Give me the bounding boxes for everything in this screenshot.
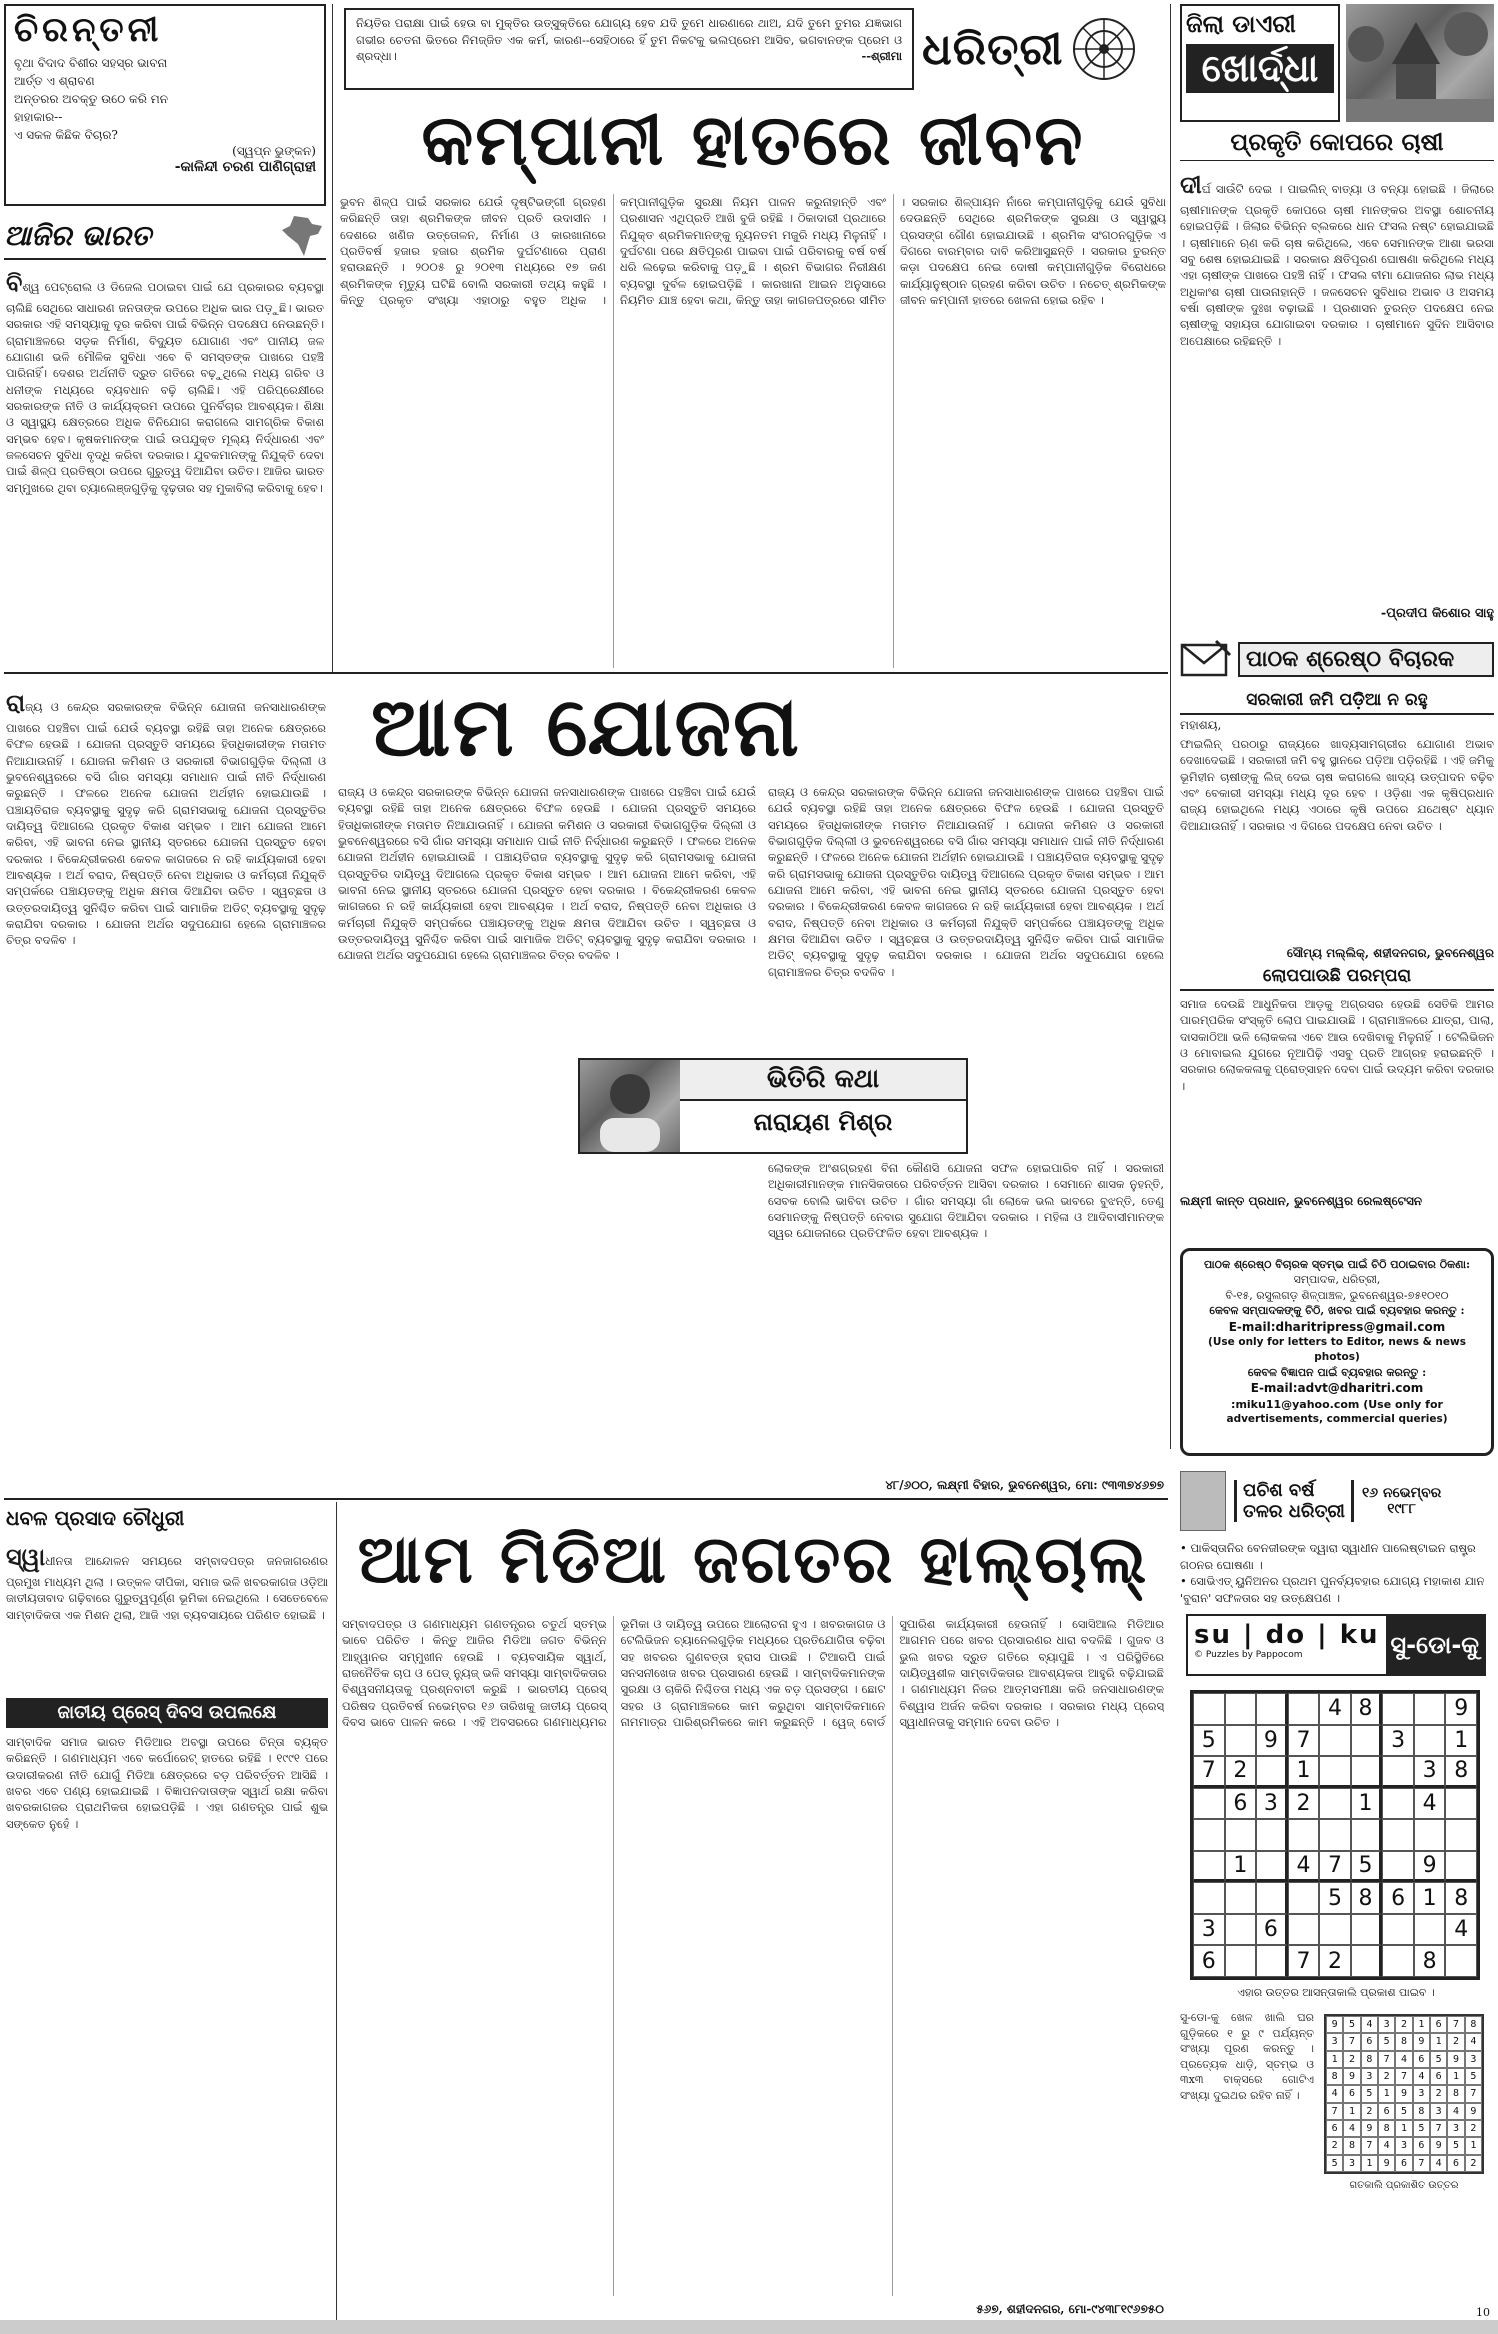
solution-cell: 9 [1430,2137,1447,2154]
solution-cell: 7 [1378,2051,1395,2068]
solution-cell: 6 [1361,2033,1378,2050]
sudoku-cell[interactable] [1319,1788,1351,1820]
solution-cell: 7 [1343,2033,1360,2050]
article2-body-lower: ଲୋକଙ୍କ ଅଂଶଗ୍ରହଣ ବିନା କୌଣସି ଯୋଜନା ସଫଳ ହୋଇପାରିବ ନାହିଁ । ସରକାରୀ ଅଧିକାରୀମାନଙ୍କ ମାନସିକତାରେ ପରିବର୍ତ୍ତନ ଆସିବା ଦରକାର । ସେମାନେ ଶାସକ ନୁହନ୍ତି, ସେବକ ବୋଲି ଭାବିବା ଉଚିତ । ଗାଁର ସମସ୍ୟା ଗାଁ ଲୋକେ ଭଲ ଭାବରେ ବୁଝନ୍ତି, ତେଣୁ ସେମାନଙ୍କୁ ନିଷ୍ପତ୍ତି ନେବାର ସୁଯୋଗ ଦିଆଯିବା ଦରକାର । ମହିଳା ଓ ଆଦିବାସୀମାନଙ୍କ ସ୍ୱର ଯୋଜନାରେ ପ୍ରତିଫଳିତ ହେବା ଆବଶ୍ୟକ । [768,1161,1164,1241]
sudoku-cell[interactable]: 8 [1445,1756,1477,1788]
sudoku-cell[interactable] [1414,1693,1446,1725]
pathak-label: ପାଠକ ଶ୍ରେଷ୍ଠ ବିଚାରକ [1238,642,1494,677]
sudoku-cell[interactable] [1382,1945,1414,1977]
email-note: (Use only for letters to Editor, news & news photos) [1208,1336,1466,1364]
sudoku-cell[interactable] [1445,1819,1477,1851]
solution-cell: 3 [1413,2085,1430,2102]
sudoku-cell[interactable] [1319,1756,1351,1788]
poem-source: (ସ୍ୱପ୍ନ ଭୁଙ୍କନ) [232,144,316,158]
sudoku-cell[interactable]: 5 [1351,1851,1383,1883]
sudoku-cell[interactable] [1256,1819,1288,1851]
solution-cell: 1 [1343,2103,1360,2120]
past-label: ପଚିଶ ବର୍ଷ [1243,1480,1315,1501]
solution-cell: 3 [1430,2103,1447,2120]
past-item: • ପାକିସ୍ତାନିର ବେନଜୀରଙ୍କ ଦ୍ୱାରା ସ୍ୱାଧୀନ ପାଲେଷ୍ଟାଇନ ରାଷ୍ଟ୍ର ଗଠନର ଘୋଷଣା । [1180,1541,1476,1572]
poem [14,54,316,144]
sudoku-grid[interactable] [1190,1690,1480,1980]
address-line: ବି-୧୫, ରସୁଲଗଡ଼ ଶିଳ୍ପାଞ୍ଚଳ, ଭୁବନେଶ୍ୱର-୭୫୧୦୧୦ [1225,1288,1449,1302]
article3-body-side-top: ସ୍ୱାଧୀନତା ଆନ୍ଦୋଳନ ସମୟରେ ସମ୍ବାଦପତ୍ର ଜନଜାଗରଣର ପ୍ରମୁଖ ମାଧ୍ୟମ ଥିଲା । ଉତ୍କଳ ଦୀପିକା, ସମାଜ ଭଳି ଖବରକାଗଜ ଓଡ଼ିଆ ଜାତୀୟତାବାଦ ଗଢ଼ିବାରେ ଗୁରୁତ୍ୱପୂର୍ଣ୍ଣ ଭୂମିକା ନେଇଥିଲେ । ସେତେବେଳେ ସାମ୍ବାଦିକତା ଏକ ମିଶନ ଥିଲା, ଆଜି ଏହା ବ୍ୟବସାୟରେ ପରିଣତ ହୋଇଛି । [6,1542,328,1622]
solution-cell: 5 [1361,2085,1378,2102]
article2-title: ଆମ ଯୋଜନା [371,680,801,775]
solution-cell: 6 [1343,2085,1360,2102]
paper-name: ଧରିତ୍ରୀ [922,23,1064,75]
sudoku-cell[interactable] [1414,1819,1446,1851]
solution-cell: 8 [1447,2085,1464,2102]
sudoku-cell[interactable] [1351,1914,1383,1946]
sudoku-cell[interactable]: 6 [1256,1914,1288,1946]
page-number: 10 [1476,2306,1490,2319]
sudoku-cell[interactable]: 9 [1414,1851,1446,1883]
solution-cell: 4 [1395,2051,1412,2068]
solution-cell: 2 [1361,2103,1378,2120]
solution-cell: 9 [1413,2033,1430,2050]
krushi-body: ଦୀର୍ଘ ସାଉଁଟି ଦେଇ । ପାଇଲିନ୍ ବାତ୍ୟା ଓ ବନ୍ୟା ହୋଇଛି । ଜିଲାରେ ଚାଷୀମାନଙ୍କ ପ୍ରକୃତି କୋପରେ ଚାଷୀ ମାନଙ୍କର ଅବସ୍ଥା ଶୋଚନୀୟ ହୋଇପଡ଼ିଛି । ଜିଲାର ବିଭିନ୍ନ ବ୍ଲକରେ ଧାନ ଫସଲ ନଷ୍ଟ ହୋଇଯାଇଛି । ଚାଷୀମାନେ ଋଣ କରି ଚାଷ କରିଥିଲେ, ଏବେ ସେମାନଙ୍କ ଆଶା ଭରସା ସବୁ ଶେଷ ହୋଇଯାଇଛି । ସରକାର କ୍ଷତିପୂରଣ ଘୋଷଣା କରିଥିଲେ ମଧ୍ୟ ଏହା ଚାଷୀଙ୍କ ପାଖରେ ପହଞ୍ଚି ନାହିଁ । ଫସଲ ବୀମା ଯୋଜନାର ଲାଭ ମଧ୍ୟ ଅଧିକାଂଶ ଚାଷୀ ପାଉନାହାନ୍ତି । ଜଳସେଚନ ସୁବିଧାର ଅଭାବ ଓ ଅସମୟ ବର୍ଷା ଚାଷୀଙ୍କ ଦୁଃଖ ବଢ଼ାଇଛି । ପ୍ରଶାସନ ତୁରନ୍ତ ପଦକ୍ଷେପ ନେଇ ଚାଷୀଙ୍କୁ ସହାୟତା ଯୋଗାଇବା ଦରକାର । ଚାଷୀମାନେ ସୁଦିନ ଆସିବାର ଅପେକ୍ଷାରେ ରହିଛନ୍ତି । [1180,170,1494,348]
solution-cell: 4 [1326,2085,1343,2102]
temple-photo [1346,4,1494,122]
footer-bar [0,2320,1498,2334]
solution-cell: 8 [1465,2016,1482,2033]
article3-title: ଆମ ମିଡିଆ ଜଗତର ହାଲ୍‌ଚାଲ୍ [357,1521,1149,1598]
district-label: ଜିଲା ଡାଏରୀ [1186,10,1296,38]
solution-cell: 1 [1465,2137,1482,2154]
letter1-title: ସରକାରୀ ଜମି ପଡ଼ିଆ ନ ରହୁ [1180,690,1494,715]
solution-cell: 4 [1447,2103,1464,2120]
solution-cell: 1 [1326,2051,1343,2068]
solution-cell: 2 [1395,2016,1412,2033]
solution-cell: 2 [1326,2137,1343,2154]
sudoku-cell[interactable] [1319,1725,1351,1757]
email-link[interactable]: E-mail:advt@dharitri.com [1250,1381,1424,1396]
quote-text: ନିୟତିର ପରାକ୍ଷା ପାଇଁ ହେଉ ବା ମୁକ୍ତିର ଉତ୍ସୁକ୍ତିରେ ଯୋଗ୍ୟ ହେବ ଯଦି ତୁମେ ଧାରଣାରେ ଥାଅ, ଯଦି ତୁମେ ତୁମର ଯଜ୍ଞଭାଗ ଗଭୀର ଚେତନା ଭିତରେ ନିମଜ୍ଜିତ ଏକ କର୍ମ, କାରଣ--ସେହିଠାରେ ହିଁ ତୁମ ନିକଟକୁ ଭଲପ୍ରେମ ଆସିବ, ଭଗବାନଙ୍କ ପ୍ରେମ ଓ ଶ୍ରଦ୍ଧା। [356,16,902,64]
solution-cell: 2 [1465,2120,1482,2137]
sudoku-cell[interactable] [1225,1882,1257,1914]
past-date: ୧୬ ନଭେମ୍ବର [1361,1485,1442,1501]
letter1-body: ଫାଇଲିନ୍ ପରଠାରୁ ରାଜ୍ୟରେ ଖାଦ୍ୟସାମଗ୍ରୀର ଯୋଗାଣ ଅଭାବ ଦେଖାଦେଇଛି । ସରକାରୀ ଜମି ବହୁ ସ୍ଥାନରେ ପଡ଼ିଆ ପଡ଼ିରହିଛି । ଏହି ଜମିକୁ ଭୂମିହୀନ ଚାଷୀଙ୍କୁ ଲିଜ୍ ଦେଇ ଚାଷ କରାଗଲେ ଖାଦ୍ୟ ଉତ୍ପାଦନ ବଢ଼ିବ ଏବଂ ବେକାରୀ ସମସ୍ୟା ମଧ୍ୟ ଦୂର ହେବ । ଓଡ଼ିଶା ଏକ କୃଷିପ୍ରଧାନ ରାଜ୍ୟ ହୋଇଥିଲେ ମଧ୍ୟ ଏଠାରେ କୃଷି ଉପରେ ଯଥେଷ୍ଟ ଧ୍ୟାନ ଦିଆଯାଉନାହିଁ । ସରକାର ଏ ଦିଗରେ ପଦକ୍ଷେପ ନେବା ଉଚିତ । [1180,737,1494,833]
letter2-author: ଲକ୍ଷ୍ମୀ କାନ୍ତ ପ୍ରଧାନ, ଭୁବନେଶ୍ୱର ରେଲଷ୍ଟେସନ [1180,1194,1423,1208]
sudoku-cell[interactable] [1225,1945,1257,1977]
sudoku-cell[interactable] [1225,1819,1257,1851]
sudoku-cell[interactable] [1382,1693,1414,1725]
solution-cell: 9 [1361,2120,1378,2137]
sudoku-cell[interactable] [1445,1788,1477,1820]
solution-cell: 2 [1430,2085,1447,2102]
sudoku-prev-note: ଗତକାଲି ପ୍ରକାଶିତ ଉତ୍ତର [1349,2180,1459,2191]
sudoku-prev-solution [1324,2014,1484,2174]
email-note: advertisements, commercial queries) [1226,1413,1448,1426]
solution-cell: 8 [1413,2103,1430,2120]
solution-cell: 6 [1447,2155,1464,2172]
solution-cell: 8 [1343,2137,1360,2154]
solution-cell: 5 [1326,2155,1343,2172]
email-link[interactable]: :miku11@yahoo.com (Use only for [1231,1397,1443,1411]
author-label: ଭିତିରି କଥା [680,1060,966,1101]
chirantani-box [4,4,326,206]
envelope-icon [1180,639,1232,679]
poem-line: ବୃଥା ବିଦାଦ ବିଶୀର ସହସ୍ର ଭାବନା [14,56,168,70]
author-name: ନାରାୟଣ ମିଶ୍ର [753,1107,893,1136]
letter1-greeting: ମହାଶୟ, [1180,718,1222,732]
sudoku-cell[interactable] [1256,1851,1288,1883]
solution-cell: 7 [1326,2103,1343,2120]
solution-cell: 4 [1378,2137,1395,2154]
solution-cell: 6 [1395,2155,1412,2172]
sudoku-cell[interactable] [1225,1693,1257,1725]
solution-cell: 3 [1343,2155,1360,2172]
sudoku-cell[interactable]: 4 [1319,1693,1351,1725]
sudoku-cell[interactable]: 1 [1445,1725,1477,1757]
aji-bharat-body: ବିଶ୍ୱ ପେଟ୍ରୋଲ ଓ ଡିଜେଲ ପଠାଇବା ପାଇଁ ଯେ ପ୍ରକାରର ବ୍ୟବସ୍ଥା ଚାଲିଛି ସେଥିରେ ସାଧାରଣ ଜନତାଙ୍କ ଉପରେ ଅଧିକ ଭାର ପଡ଼ୁଛି। ଭାରତ ସରକାର ଏହି ସମସ୍ୟାକୁ ଦୂର କରିବା ପାଇଁ ବିଭିନ୍ନ ପଦକ୍ଷେପ ନେଉଛନ୍ତି। ଗ୍ରାମାଞ୍ଚଳରେ ସଡ଼କ ନିର୍ମାଣ, ବିଦ୍ୟୁତ ଯୋଗାଣ ଏବଂ ପାନୀୟ ଜଳ ଯୋଗାଣ ଭଳି ମୌଳିକ ସୁବିଧା ଏବେ ବି ସମସ୍ତଙ୍କ ପାଖରେ ପହଞ୍ଚି ପାରିନାହିଁ। ଦେଶର ଅର୍ଥନୀତି ଦ୍ରୁତ ଗତିରେ ବଢ଼ୁଥିଲେ ମଧ୍ୟ ଗରିବ ଓ ଧନୀଙ୍କ ମଧ୍ୟରେ ବ୍ୟବଧାନ ବଢ଼ି ଚାଲିଛି। ଏହି ପରିପ୍ରେକ୍ଷୀରେ ସରକାରଙ୍କ ନୀତି ଓ କାର୍ଯ୍ୟକ୍ରମ ଉପରେ ପୁନର୍ବିଚାର ଆବଶ୍ୟକ। ଶିକ୍ଷା ଓ ସ୍ୱାସ୍ଥ୍ୟ କ୍ଷେତ୍ରରେ ଅଧିକ ବିନିଯୋଗ କରାଗଲେ ସାମଗ୍ରିକ ବିକାଶ ସମ୍ଭବ ହେବ। କୃଷକମାନଙ୍କ ପାଇଁ ଉପଯୁକ୍ତ ମୂଲ୍ୟ ନିର୍ଦ୍ଧାରଣ ଏବଂ ଜଳସେଚନ ସୁବିଧା ବୃଦ୍ଧି କରିବା ଦରକାର। ଯୁବକମାନଙ୍କୁ ନିଯୁକ୍ତି ଦେବା ପାଇଁ ଶିଳ୍ପ ପ୍ରତିଷ୍ଠା ଉପରେ ଗୁରୁତ୍ୱ ଦିଆଯିବା ଉଚିତ। ଆଜିର ଭାରତ ସମ୍ମୁଖରେ ଥିବା ଚ୍ୟାଲେଞ୍ଜଗୁଡ଼ିକୁ ଦୃଢ଼ତାର ସହ ମୁକାବିଲା କରିବାକୁ ହେବ। [6,268,324,495]
solution-cell: 8 [1326,2068,1343,2085]
aji-bharat-title: ଆଜିର ଭାରତ [4,219,152,252]
article3-body: ସମ୍ବାଦପତ୍ର ଓ ଗଣମାଧ୍ୟମ ଗଣତନ୍ତ୍ରର ଚତୁର୍ଥ ସ୍ତମ୍ଭ ଭାବେ ପରିଚିତ । କିନ୍ତୁ ଆଜିର ମିଡିଆ ଜଗତ ବିଭିନ୍ନ ଆହ୍ୱାନର ସମ୍ମୁଖୀନ ହେଉଛି । ବ୍ୟବସାୟିକ ସ୍ୱାର୍ଥ, ରାଜନୈତିକ ଚାପ ଓ ପେଡ୍ ନ୍ୟୁଜ୍ ଭଳି ସମସ୍ୟା ସାମ୍ବାଦିକତାର ବିଶ୍ୱସନୀୟତାକୁ ପ୍ରଶ୍ନବାଚୀ କରୁଛି । ଭାରତୀୟ ପ୍ରେସ୍ ପରିଷଦ ପ୍ରତିବର୍ଷ ନଭେମ୍ବର ୧୬ ତାରିଖକୁ ଜାତୀୟ ପ୍ରେସ୍ ଦିବସ ଭାବେ ପାଳନ କରେ । ଏହି ଅବସରରେ ଗଣମାଧ୍ୟମର ଭୂମିକା ଓ ଦାୟିତ୍ୱ ଉପରେ ଆଲୋଚନା ହୁଏ । ଖବରକାଗଜ ଓ ଟେଲିଭିଜନ ଚ୍ୟାନେଲଗୁଡ଼ିକ ମଧ୍ୟରେ ପ୍ରତିଯୋଗିତା ବଢ଼ିବା ସହ ଖବରର ଗୁଣବତ୍ତା ହ୍ରାସ ପାଉଛି । ଟିଆରପି ପାଇଁ ସନସନୀଖେଜ ଖବର ପ୍ରସାରଣ ହେଉଛି । ସାମ୍ବାଦିକମାନଙ୍କ ସୁରକ୍ଷା ଓ ଚାକିରି ନିଶ୍ଚିତତା ମଧ୍ୟ ଏକ ବଡ଼ ପ୍ରସଙ୍ଗ । ଛୋଟ ସହର ଓ ଗ୍ରାମାଞ୍ଚଳରେ କାମ କରୁଥିବା ସାମ୍ବାଦିକମାନେ ନାମମାତ୍ର ପାରିଶ୍ରମିକରେ କାମ କରୁଛନ୍ତି । ୱେଜ୍ ବୋର୍ଡ ସୁପାରିଶ କାର୍ଯ୍ୟକାରୀ ହେଉନାହିଁ । ସୋସିଆଲ ମିଡିଆର ଆଗମନ ପରେ ଖବର ପ୍ରସାରଣର ଧାରା ବଦଳିଛି । ଗୁଜବ ଓ ଭୁଲ ଖବର ଦ୍ରୁତ ଗତିରେ ବ୍ୟାପୁଛି । ଏ ପରିସ୍ଥିତିରେ ଦାୟିତ୍ୱଶୀଳ ସାମ୍ବାଦିକତାର ଆବଶ୍ୟକତା ଆହୁରି ବଢ଼ିଯାଇଛି । ଗଣମାଧ୍ୟମ ନିଜର ଆତ୍ମସମୀକ୍ଷା କରି ଜନସାଧାରଣଙ୍କ ବିଶ୍ୱାସ ଅର୍ଜନ କରିବା ଦରକାର । ସରକାର ମଧ୍ୟ ପ୍ରେସ୍ ସ୍ୱାଧୀନତାକୁ ସମ୍ମାନ ଦେବା ଉଚିତ । [342,1617,1164,1729]
sudoku-cell[interactable]: 8 [1351,1882,1383,1914]
sudoku-cell[interactable] [1288,1914,1320,1946]
sudoku-answer-note: ଏହାର ଉତ୍ତର ଆସନ୍ତାକାଲି ପ୍ରକାଶ ପାଇବ । [1237,1986,1435,1999]
article2-body: ରାଜ୍ୟ ଓ କେନ୍ଦ୍ର ସରକାରଙ୍କ ବିଭିନ୍ନ ଯୋଜନା ଜନସାଧାରଣଙ୍କ ପାଖରେ ପହଞ୍ଚିବା ପାଇଁ ଯେଉଁ ବ୍ୟବସ୍ଥା ରହିଛି ତାହା ଅନେକ କ୍ଷେତ୍ରରେ ବିଫଳ ହେଉଛି । ଯୋଜନା ପ୍ରସ୍ତୁତି ସମୟରେ ହିତାଧିକାରୀଙ୍କ ମତାମତ ନିଆଯାଉନାହିଁ । ଯୋଜନା କମିଶନ ଓ ସରକାରୀ ବିଭାଗଗୁଡ଼ିକ ଦିଲ୍ଲୀ ଓ ଭୁବନେଶ୍ୱରରେ ବସି ଗାଁର ସମସ୍ୟା ସମାଧାନ ପାଇଁ ନୀତି ନିର୍ଦ୍ଧାରଣ କରୁଛନ୍ତି । ଫଳରେ ଅନେକ ଯୋଜନା ଅର୍ଥହୀନ ହୋଇଯାଉଛି । ପଞ୍ଚାୟତିରାଜ ବ୍ୟବସ୍ଥାକୁ ସୁଦୃଢ଼ କରି ଗ୍ରାମସଭାକୁ ଯୋଜନା ପ୍ରସ୍ତୁତିର ଦାୟିତ୍ୱ ଦିଆଗଲେ ପ୍ରକୃତ ବିକାଶ ସମ୍ଭବ । ଆମ ଯୋଜନା ଆମେ କରିବା, ଏହି ଭାବନା ନେଇ ସ୍ଥାନୀୟ ସ୍ତରରେ ଯୋଜନା ପ୍ରସ୍ତୁତ ହେବା ଦରକାର । ବିକେନ୍ଦ୍ରୀକରଣ କେବଳ କାଗଜରେ ନ ରହି କାର୍ଯ୍ୟକାରୀ ହେବା ଆବଶ୍ୟକ । ଅର୍ଥ ବରାଦ, ନିଷ୍ପତ୍ତି ନେବା ଅଧିକାର ଓ କର୍ମଚାରୀ ନିଯୁକ୍ତି ସମ୍ପର୍କରେ ପଞ୍ଚାୟତଙ୍କୁ ଅଧିକ କ୍ଷମତା ଦିଆଯିବା ଉଚିତ । ସ୍ୱଚ୍ଛତା ଓ ଉତ୍ତରଦାୟିତ୍ୱ ସୁନିଶ୍ଚିତ କରିବା ପାଇଁ ସାମାଜିକ ଅଡିଟ୍ ବ୍ୟବସ୍ଥାକୁ ସୁଦୃଢ଼ କରାଯିବା ଦରକାର । ଯୋଜନା ଅର୍ଥର ସଦୁପଯୋଗ ହେଲେ ଗ୍ରାମାଞ୍ଚଳର ଚିତ୍ର ବଦଳିବ । [6,688,326,948]
sudoku-cell[interactable] [1193,1819,1225,1851]
solution-cell: 3 [1361,2068,1378,2085]
aji-bharat-header [4,214,326,260]
solution-cell: 7 [1413,2155,1430,2172]
sudoku-cell[interactable] [1225,1914,1257,1946]
sudoku-cell[interactable]: 1 [1225,1851,1257,1883]
letter2-title: ଲୋପପାଉଛି ପରମ୍ପରା [1180,966,1494,991]
address-title: ପାଠକ ଶ୍ରେଷ୍ଠ ବିଚାରକ ସ୍ତମ୍ଭ ପାଇଁ ଚିଠି ପଠାଇବାର ଠିକଣା: [1203,1258,1471,1271]
solution-cell: 5 [1343,2016,1360,2033]
solution-cell: 2 [1378,2068,1395,2085]
sudoku-brand: ku [1339,1620,1380,1650]
sudoku-cell[interactable]: 4 [1288,1851,1320,1883]
email-link[interactable]: E-mail:dharitripress@gmail.com [1228,1319,1446,1334]
solution-cell: 6 [1430,2016,1447,2033]
sudoku-cell[interactable] [1256,1756,1288,1788]
solution-cell: 6 [1413,2051,1430,2068]
pathak-banner [1180,636,1494,682]
solution-cell: 6 [1430,2068,1447,2085]
sudoku-cell[interactable]: 8 [1351,1693,1383,1725]
sudoku-cell[interactable]: 7 [1288,1945,1320,1977]
solution-cell: 1 [1378,2085,1395,2102]
sudoku-cell[interactable]: 5 [1193,1725,1225,1757]
article3-footer: ୫୬୭, ଶହୀଦନଗର, ମୋ-୯୪୩୮୧୯୬୭୫୦ [976,2302,1164,2316]
solution-cell: 9 [1465,2103,1482,2120]
solution-cell: 8 [1361,2051,1378,2068]
solution-cell: 5 [1395,2103,1412,2120]
sudoku-cell[interactable]: 8 [1445,1882,1477,1914]
address-line: ସମ୍ପାଦକ, ଧରିତ୍ରୀ, [1293,1273,1381,1287]
sudoku-howto: ସୁ-ଡୋ-କୁ ଖେଳ ଖାଲି ଘର ଗୁଡ଼ିକରେ ୧ ରୁ ୯ ପର୍ଯ୍ୟନ୍ତ ସଂଖ୍ୟା ପୂରଣ କରନ୍ତୁ । ପ୍ରତ୍ୟେକ ଧାଡ଼ି, ସ୍ତମ୍ଭ ଓ ୩x୩ ବାକ୍ସରେ ଗୋଟିଏ ସଂଖ୍ୟା ଦୁଇଥର ରହିବ ନାହିଁ । [1180,2011,1314,2103]
email-label: କେବଳ ବିଜ୍ଞାପନ ପାଇଁ ବ୍ୟବହାର କରନ୍ତୁ : [1247,1365,1427,1379]
sudoku-cell[interactable]: 2 [1225,1756,1257,1788]
solution-cell: 5 [1465,2068,1482,2085]
article2-address: ୪୮/୬୦୦, ଲକ୍ଷ୍ମୀ ବିହାର, ଭୁବନେଶ୍ୱର, ମୋ: ୯୩୩୭୪୬୭୭ [885,1478,1164,1492]
solution-cell: 8 [1395,2033,1412,2050]
sudoku-cell[interactable]: 7 [1288,1725,1320,1757]
poem-author: -କାଳିନ୍ଦୀ ଚରଣ ପାଣିଗ୍ରାହୀ [174,159,316,175]
solution-cell: 9 [1378,2155,1395,2172]
sudoku-cell[interactable] [1351,1756,1383,1788]
sudoku-cell[interactable]: 9 [1256,1725,1288,1757]
article1-title: କମ୍ପାନୀ ହାତରେ ଜୀବନ [421,99,1085,181]
article1-body: ଭୁବନ ଶିଳ୍ପ ପାଇଁ ସରକାର ଯେଉଁ ଦୃଷ୍ଟିଭଙ୍ଗୀ ଗ୍ରହଣ କରିଛନ୍ତି ତାହା ଶ୍ରମିକଙ୍କ ଜୀବନ ପ୍ରତି ଉଦାସୀନ । ଦେଶରେ ଖଣିଜ ଉତ୍ତୋଳନ, ନିର୍ମାଣ ଓ କାରଖାନାରେ ପ୍ରତିବର୍ଷ ହଜାର ହଜାର ଶ୍ରମିକ ଦୁର୍ଘଟଣାରେ ପ୍ରାଣ ହରାଉଛନ୍ତି । ୨୦୦୫ ରୁ ୨୦୧୩ ମଧ୍ୟରେ ୧୭ ଜଣ ଶ୍ରମିକଙ୍କ ମୃତ୍ୟୁ ଘଟିଛି ବୋଲି ସରକାରୀ ତଥ୍ୟ କହୁଛି । କିନ୍ତୁ ପ୍ରକୃତ ସଂଖ୍ୟା ଏହାଠାରୁ ବହୁତ ଅଧିକ । କମ୍ପାନୀଗୁଡ଼ିକ ସୁରକ୍ଷା ନିୟମ ପାଳନ କରୁନାହାନ୍ତି ଏବଂ ପ୍ରଶାସନ ଏଥିପ୍ରତି ଆଖି ବୁଜି ରହିଛି । ଠିକାଦାରୀ ପ୍ରଥାରେ ନିଯୁକ୍ତ ଶ୍ରମିକମାନଙ୍କୁ ନ୍ୟୂନତମ ମଜୁରି ମଧ୍ୟ ମିଳୁନାହିଁ । ଦୁର୍ଘଟଣା ପରେ କ୍ଷତିପୂରଣ ପାଇବା ପାଇଁ ପରିବାରକୁ ବର୍ଷ ବର୍ଷ ଧରି ଲଢ଼େଇ କରିବାକୁ ପଡ଼ୁଛି । ଶ୍ରମ ବିଭାଗର ନିରୀକ୍ଷଣ ବ୍ୟବସ୍ଥା ଦୁର୍ବଳ ହୋଇପଡ଼ିଛି । କାରଖାନା ଆଇନ ଅନୁସାରେ ନିୟମିତ ଯାଞ୍ଚ ହେବା କଥା, କିନ୍ତୁ ତାହା କାଗଜପତ୍ରରେ ସୀମିତ । ସରକାର ଶିଳ୍ପାୟନ ନାଁରେ କମ୍ପାନୀଗୁଡ଼ିକୁ ଯେଉଁ ସୁବିଧା ଦେଉଛନ୍ତି ସେଥିରେ ଶ୍ରମିକଙ୍କ ସୁରକ୍ଷା ଓ ସ୍ୱାସ୍ଥ୍ୟ ପ୍ରସଙ୍ଗ ଗୌଣ ହୋଇଯାଉଛି । ଶ୍ରମିକ ସଂଗଠନଗୁଡ଼ିକ ଏ ଦିଗରେ ବାରମ୍ବାର ଦାବି କରିଆସୁଛନ୍ତି । ସରକାର ତୁରନ୍ତ କଡ଼ା ପଦକ୍ଷେପ ନେଇ ଦୋଷୀ କମ୍ପାନୀଗୁଡ଼ିକ ବିରୋଧରେ କାର୍ଯ୍ୟାନୁଷ୍ଠାନ ଗ୍ରହଣ କରିବା ଉଚିତ । ନଚେତ୍ ଶ୍ରମିକଙ୍କ ଜୀବନ କମ୍ପାନୀ ହାତରେ ଖେଳନା ହୋଇ ରହିବ । [340,195,1166,307]
sudoku-cell[interactable]: 5 [1319,1882,1351,1914]
sudoku-header: su | do | ku © Puzzles by Pappocom ସୁ-ଡୋ-କୁ [1186,1614,1486,1676]
solution-cell: 8 [1378,2120,1395,2137]
letter2-body: ସମାଜ ଦେଉଛି ଆଧୁନିକତା ଆଡ଼କୁ ଅଗ୍ରସର ହେଉଛି ସେତିକି ଆମର ପାରମ୍ପରିକ ସଂସ୍କୃତି ଲୋପ ପାଇଯାଉଛି । ଗ୍ରାମାଞ୍ଚଳରେ ଯାତ୍ରା, ପାଲା, ଦାସକାଠିଆ ଭଳି ଲୋକକଳା ଏବେ ଆଉ ଦେଖିବାକୁ ମିଳୁନାହିଁ । ଟେଲିଭିଜନ ଓ ମୋବାଇଲ ଯୁଗରେ ନୂଆପିଢ଼ି ଏସବୁ ପ୍ରତି ଆଗ୍ରହ ହରାଇଛନ୍ତି । ସରକାର ଲୋକକଳାକୁ ପ୍ରୋତ୍ସାହନ ଦେବା ପାଇଁ ଉଦ୍ୟମ କରିବା ଦରକାର । [1180,997,1494,1093]
poem-line: ଆର୍ତ୍ତ ଏ ଶ୍ରାବଣ [14,74,95,88]
past-label-2: ତଳର ଧରିତ୍ରୀ [1243,1501,1345,1522]
solution-cell: 1 [1413,2016,1430,2033]
sudoku-cell[interactable] [1193,1882,1225,1914]
sudoku-cell[interactable] [1382,1756,1414,1788]
sudoku-cell[interactable] [1225,1725,1257,1757]
sudoku-cell[interactable]: 2 [1288,1788,1320,1820]
sudoku-cell[interactable]: 6 [1382,1882,1414,1914]
solution-cell: 3 [1395,2137,1412,2154]
solution-cell: 4 [1343,2120,1360,2137]
article2-body-middle: ରାଜ୍ୟ ଓ କେନ୍ଦ୍ର ସରକାରଙ୍କ ବିଭିନ୍ନ ଯୋଜନା ଜନସାଧାରଣଙ୍କ ପାଖରେ ପହଞ୍ଚିବା ପାଇଁ ଯେଉଁ ବ୍ୟବସ୍ଥା ରହିଛି ତାହା ଅନେକ କ୍ଷେତ୍ରରେ ବିଫଳ ହେଉଛି । ଯୋଜନା ପ୍ରସ୍ତୁତି ସମୟରେ ହିତାଧିକାରୀଙ୍କ ମତାମତ ନିଆଯାଉନାହିଁ । ଯୋଜନା କମିଶନ ଓ ସରକାରୀ ବିଭାଗଗୁଡ଼ିକ ଦିଲ୍ଲୀ ଓ ଭୁବନେଶ୍ୱରରେ ବସି ଗାଁର ସମସ୍ୟା ସମାଧାନ ପାଇଁ ନୀତି ନିର୍ଦ୍ଧାରଣ କରୁଛନ୍ତି । ଫଳରେ ଅନେକ ଯୋଜନା ଅର୍ଥହୀନ ହୋଇଯାଉଛି । ପଞ୍ଚାୟତିରାଜ ବ୍ୟବସ୍ଥାକୁ ସୁଦୃଢ଼ କରି ଗ୍ରାମସଭାକୁ ଯୋଜନା ପ୍ରସ୍ତୁତିର ଦାୟିତ୍ୱ ଦିଆଗଲେ ପ୍ରକୃତ ବିକାଶ ସମ୍ଭବ । ଆମ ଯୋଜନା ଆମେ କରିବା, ଏହି ଭାବନା ନେଇ ସ୍ଥାନୀୟ ସ୍ତରରେ ଯୋଜନା ପ୍ରସ୍ତୁତ ହେବା ଦରକାର । ବିକେନ୍ଦ୍ରୀକରଣ କେବଳ କାଗଜରେ ନ ରହି କାର୍ଯ୍ୟକାରୀ ହେବା ଆବଶ୍ୟକ । ଅର୍ଥ ବରାଦ, ନିଷ୍ପତ୍ତି ନେବା ଅଧିକାର ଓ କର୍ମଚାରୀ ନିଯୁକ୍ତି ସମ୍ପର୍କରେ ପଞ୍ଚାୟତଙ୍କୁ ଅଧିକ କ୍ଷମତା ଦିଆଯିବା ଉଚିତ । ସ୍ୱଚ୍ଛତା ଓ ଉତ୍ତରଦାୟିତ୍ୱ ସୁନିଶ୍ଚିତ କରିବା ପାଇଁ ସାମାଜିକ ଅଡିଟ୍ ବ୍ୟବସ୍ଥାକୁ ସୁଦୃଢ଼ କରାଯିବା ଦରକାର । ଯୋଜନା ଅର୍ଥର ସଦୁପଯୋଗ ହେଲେ ଗ୍ରାମାଞ୍ଚଳର ଚିତ୍ର ବଦଳିବ । [338,785,756,963]
sudoku-cell[interactable]: 2 [1319,1945,1351,1977]
poem-line: ଏ ସକଳ କିଛିକ ବିଚାର? [14,128,118,142]
solution-cell: 9 [1343,2068,1360,2085]
sudoku-cell[interactable] [1288,1819,1320,1851]
solution-cell: 9 [1447,2051,1464,2068]
sudoku-cell[interactable] [1351,1945,1383,1977]
solution-cell: 5 [1378,2033,1395,2050]
sudoku-cell[interactable]: 3 [1382,1725,1414,1757]
sudoku-title: ସୁ-ଡୋ-କୁ [1386,1616,1484,1674]
sudoku-cell[interactable]: 6 [1225,1788,1257,1820]
solution-cell: 7 [1395,2068,1412,2085]
solution-cell: 3 [1326,2033,1343,2050]
sudoku-cell[interactable] [1351,1819,1383,1851]
solution-cell: 7 [1430,2120,1447,2137]
solution-cell: 4 [1413,2068,1430,2085]
solution-cell: 3 [1378,2016,1395,2033]
solution-cell: 7 [1465,2085,1482,2102]
district-diary [1180,4,1494,122]
sudoku-cell[interactable]: 1 [1351,1788,1383,1820]
sudoku-cell[interactable]: 7 [1193,1756,1225,1788]
solution-cell: 1 [1430,2033,1447,2050]
sudoku-cell[interactable]: 3 [1256,1788,1288,1820]
sudoku-brand: su [1194,1620,1232,1650]
sudoku-cell[interactable]: 3 [1193,1914,1225,1946]
sudoku-cell[interactable] [1319,1819,1351,1851]
solution-cell: 6 [1413,2137,1430,2154]
sudoku-cell[interactable] [1382,1788,1414,1820]
krushi-author: -ପ୍ରଦୀପ କିଶୋର ସାହୁ [1380,606,1494,621]
sudoku-cell[interactable] [1256,1693,1288,1725]
sudoku-credit: © Puzzles by Pappocom [1194,1650,1303,1660]
solution-cell: 4 [1361,2016,1378,2033]
sudoku-brand: do [1265,1620,1307,1650]
solution-cell: 1 [1361,2155,1378,2172]
sudoku-cell[interactable]: 6 [1193,1945,1225,1977]
sudoku-cell[interactable]: 4 [1414,1788,1446,1820]
solution-cell: 5 [1447,2137,1464,2154]
poem-line: ହାହାକାର-- [14,110,63,124]
email-label: କେବଳ ସମ୍ପାଦକଙ୍କୁ ଚିଠି, ଖବର ପାଇଁ ବ୍ୟବହାର କରନ୍ତୁ : [1209,1304,1465,1318]
past-items [1180,1540,1494,1607]
sudoku-cell[interactable] [1414,1914,1446,1946]
letter1-author: ସୌମ୍ୟ ମଲ୍ଲିକ୍, ଶହୀଦନଗର, ଭୁବନେଶ୍ୱର [1286,946,1494,960]
sudoku-cell[interactable] [1414,1725,1446,1757]
quote-author: --ଶ୍ରୀମା [861,49,902,64]
solution-cell: 4 [1465,2033,1482,2050]
sudoku-cell[interactable]: 8 [1414,1945,1446,1977]
solution-cell: 5 [1430,2051,1447,2068]
solution-cell: 4 [1430,2155,1447,2172]
solution-cell: 2 [1447,2033,1464,2050]
solution-cell: 5 [1413,2120,1430,2137]
solution-cell: 6 [1326,2120,1343,2137]
article3-byline: ଧବଳ ପ୍ରସାଦ ଚୌଧୁରୀ [6,1506,185,1530]
sudoku-cell[interactable] [1382,1819,1414,1851]
sudoku-cell[interactable] [1288,1882,1320,1914]
article2-body-right: ରାଜ୍ୟ ଓ କେନ୍ଦ୍ର ସରକାରଙ୍କ ବିଭିନ୍ନ ଯୋଜନା ଜନସାଧାରଣଙ୍କ ପାଖରେ ପହଞ୍ଚିବା ପାଇଁ ଯେଉଁ ବ୍ୟବସ୍ଥା ରହିଛି ତାହା ଅନେକ କ୍ଷେତ୍ରରେ ବିଫଳ ହେଉଛି । ଯୋଜନା ପ୍ରସ୍ତୁତି ସମୟରେ ହିତାଧିକାରୀଙ୍କ ମତାମତ ନିଆଯାଉନାହିଁ । ଯୋଜନା କମିଶନ ଓ ସରକାରୀ ବିଭାଗଗୁଡ଼ିକ ଦିଲ୍ଲୀ ଓ ଭୁବନେଶ୍ୱରରେ ବସି ଗାଁର ସମସ୍ୟା ସମାଧାନ ପାଇଁ ନୀତି ନିର୍ଦ୍ଧାରଣ କରୁଛନ୍ତି । ଫଳରେ ଅନେକ ଯୋଜନା ଅର୍ଥହୀନ ହୋଇଯାଉଛି । ପଞ୍ଚାୟତିରାଜ ବ୍ୟବସ୍ଥାକୁ ସୁଦୃଢ଼ କରି ଗ୍ରାମସଭାକୁ ଯୋଜନା ପ୍ରସ୍ତୁତିର ଦାୟିତ୍ୱ ଦିଆଗଲେ ପ୍ରକୃତ ବିକାଶ ସମ୍ଭବ । ଆମ ଯୋଜନା ଆମେ କରିବା, ଏହି ଭାବନା ନେଇ ସ୍ଥାନୀୟ ସ୍ତରରେ ଯୋଜନା ପ୍ରସ୍ତୁତ ହେବା ଦରକାର । ବିକେନ୍ଦ୍ରୀକରଣ କେବଳ କାଗଜରେ ନ ରହି କାର୍ଯ୍ୟକାରୀ ହେବା ଆବଶ୍ୟକ । ଅର୍ଥ ବରାଦ, ନିଷ୍ପତ୍ତି ନେବା ଅଧିକାର ଓ କର୍ମଚାରୀ ନିଯୁକ୍ତି ସମ୍ପର୍କରେ ପଞ୍ଚାୟତଙ୍କୁ ଅଧିକ କ୍ଷମତା ଦିଆଯିବା ଉଚିତ । ସ୍ୱଚ୍ଛତା ଓ ଉତ୍ତରଦାୟିତ୍ୱ ସୁନିଶ୍ଚିତ କରିବା ପାଇଁ ସାମାଜିକ ଅଡିଟ୍ ବ୍ୟବସ୍ଥାକୁ ସୁଦୃଢ଼ କରାଯିବା ଦରକାର । ଯୋଜନା ଅର୍ଥର ସଦୁପଯୋଗ ହେଲେ ଗ୍ରାମାଞ୍ଚଳର ଚିତ୍ର ବଦଳିବ । [768,785,1164,979]
solution-cell: 2 [1343,2051,1360,2068]
article3-body-side: ସାମ୍ବାଦିକ ସମାଜ ଭାରତ ମିଡିଆର ଅବସ୍ଥା ଉପରେ ଚିନ୍ତା ବ୍ୟକ୍ତ କରିଛନ୍ତି । ଗଣମାଧ୍ୟମ ଏବେ କର୍ପୋରେଟ୍ ହାତରେ ରହିଛି । ୧୯୯୧ ପରେ ଉଦାରୀକରଣ ନୀତି ଯୋଗୁଁ ମିଡିଆ କ୍ଷେତ୍ରରେ ବଡ଼ ପରିବର୍ତ୍ତନ ଆସିଛି । ଖବର ଏବେ ପଣ୍ୟ ହୋଇଯାଇଛି । ବିଜ୍ଞାପନଦାତାଙ୍କ ସ୍ୱାର୍ଥ ରକ୍ଷା କରିବା ଖବରକାଗଜର ପ୍ରାଥମିକତା ହୋଇପଡ଼ିଛି । ଏହା ଗଣତନ୍ତ୍ର ପାଇଁ ଶୁଭ ସଙ୍କେତ ନୁହେଁ । [6,1735,328,1831]
district-name: ଖୋର୍ଦ୍ଧା [1186,44,1334,93]
solution-cell: 3 [1447,2120,1464,2137]
author-photo [580,1060,680,1152]
press-day-label: ଜାତୀୟ ପ୍ରେସ୍ ଦିବସ ଉପଲକ୍ଷେ [6,1698,328,1728]
author-box [578,1058,968,1154]
solution-cell: 7 [1447,2016,1464,2033]
sudoku-cell[interactable] [1256,1945,1288,1977]
sudoku-cell[interactable] [1193,1693,1225,1725]
sudoku-cell[interactable] [1256,1882,1288,1914]
solution-cell: 2 [1465,2155,1482,2172]
sudoku-cell[interactable] [1288,1693,1320,1725]
address-box [1180,1248,1494,1456]
sudoku-cell[interactable] [1193,1851,1225,1883]
sudoku-cell[interactable] [1382,1914,1414,1946]
solution-cell: 7 [1361,2137,1378,2154]
quote-box [344,8,914,90]
paper-logo [922,8,1152,90]
poem-line: ଅନ୍ତରର ଅବକ୍ତୁ ଉଠେ କରି ମନ [14,92,169,106]
solution-cell: 9 [1395,2085,1412,2102]
sudoku-cell[interactable]: 3 [1414,1756,1446,1788]
sudoku-cell[interactable] [1445,1945,1477,1977]
past-year: ୧୯୮୮ [1387,1501,1417,1517]
solution-cell: 6 [1378,2103,1395,2120]
india-map-icon [278,214,326,258]
sudoku-cell[interactable]: 7 [1319,1851,1351,1883]
sudoku-cell[interactable] [1351,1725,1383,1757]
past-dharitri [1180,1466,1494,1536]
sudoku-cell[interactable] [1382,1851,1414,1883]
solution-cell: 1 [1395,2120,1412,2137]
sudoku-cell[interactable]: 4 [1445,1914,1477,1946]
dharitri-mini-logo [1180,1471,1226,1531]
sun-wheel-icon [1071,16,1137,82]
chirantani-title: ଚିରନ୍ତନୀ [14,10,163,50]
solution-cell: 1 [1447,2068,1464,2085]
sudoku-cell[interactable]: 1 [1414,1882,1446,1914]
solution-cell: 3 [1465,2051,1482,2068]
past-item: • ସୋଭିଏତ୍ ୟୁନିଅନର ପ୍ରଥମ ପୁନର୍ବ୍ୟବହାର ଯୋଗ୍ୟ ମହାକାଶ ଯାନ 'ବୁରାନ' ସଫଳତାର ସହ ଉତ୍କ୍ଷେପଣ । [1180,1574,1485,1606]
sudoku-cell[interactable] [1445,1851,1477,1883]
krushi-title: ପ୍ରକୃତି କୋପରେ ଚାଷୀ [1180,128,1494,161]
solution-cell: 9 [1326,2016,1343,2033]
sudoku-cell[interactable] [1193,1788,1225,1820]
sudoku-cell[interactable]: 9 [1445,1693,1477,1725]
sudoku-cell[interactable] [1319,1914,1351,1946]
sudoku-cell[interactable]: 1 [1288,1756,1320,1788]
